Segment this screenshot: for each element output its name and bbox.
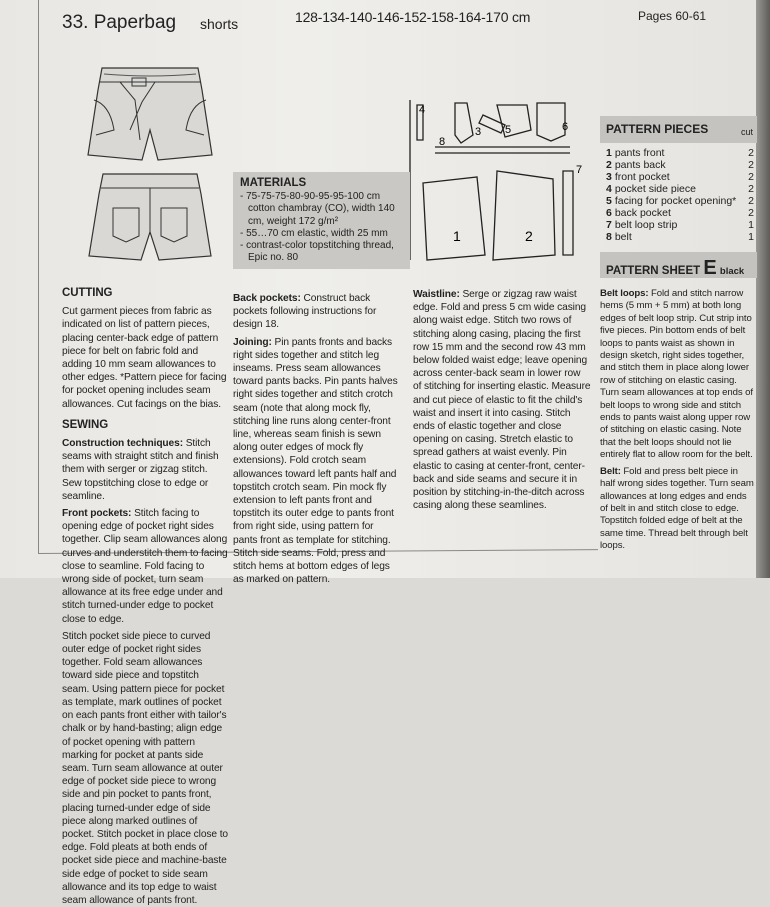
joining-paragraph: Joining: Pin pants fronts and backs right sides together and stitch leg inseams. Press seam allowances toward pants backs. Pin pants halves right sides together and stitch crotch seam (note that along mock fly, stitching line runs along center-front line, whereas seam finish is sewn along outer edges of mock fly extensions). Fold crotch seam allowances toward left pants half and topstitch crotch seam. Pin mock fly extension to left pants front and topstitch its outer edge to pants front from right side, using pattern for pants front as template for stitching. Stitch side seams. Fold, press and stitch hems at bottom edges of legs as marked on pattern. [233, 336, 398, 586]
front-pockets-paragraph: Front pockets: Stitch facing to opening edge of pocket right sides together. Clip seam allowances along curves and understitch them to facing close to seamline. Fold facing to wrong side of pocket, turn seam allowance at its free edge under and stitch turned-under edge to pocket close to edge. [62, 508, 228, 625]
pattern-sheet-bar [600, 252, 757, 278]
cutting-heading: CUTTING [62, 287, 113, 299]
front-view-sketch [80, 60, 220, 165]
belt-loops-paragraph: Belt loops: Fold and stitch narrow hems (5 mm + 5 mm) at both long edges of belt loop strip. Cut strip into five pieces. Pin bottom ends of belt loops to pants waist as shown in design sketch, right sides together, and stitch them in place along lower row of stitching on elastic casing. Turn seam allowances at top ends of belt loops to wrong side and stitch ends to pants waist along upper row of stitching on elastic casing. Note that the belt loops should not lie entirely flat to allow room for the belt. [600, 288, 753, 461]
piece-label-5: 5 [505, 124, 512, 136]
pattern-piece-item: 8 belt 1 [606, 231, 754, 243]
piece-label-7: 7 [576, 164, 583, 176]
column-3 [413, 288, 591, 557]
pattern-piece-item: 1 pants front 2 [606, 147, 754, 159]
pattern-piece-item: 5 facing for pocket opening* 2 [606, 195, 754, 207]
piece-label-2: 2 [525, 228, 533, 244]
pattern-pieces-header [600, 116, 757, 143]
back-pockets-paragraph: Back pockets: Construct back pockets following instructions for design 18. [233, 293, 377, 331]
pattern-pieces-heading: PATTERN PIECES [606, 122, 709, 136]
waistline-paragraph: Waistline: Serge or zigzag raw waist edge. Fold and press 5 cm wide casing along waist edge. Stitch two rows of stitching along casing, placing the first row 15 mm and the second row 43 mm below folded waist edge; leave opening across center-back seam in lower row of stitching for inserting elastic. Measure and cut piece of elastic to fit the child's waist and insert it into casing. Stitch ends of elastic together and close opening on casing. Stretch elastic to spread gathers at waist evenly. Pin elastic to casing at center-front, center-back and side seams and secure it in position by stitching-in-the-ditch across casing along these seamlines. [413, 289, 591, 512]
pattern-layout-diagram [405, 95, 590, 270]
column-4 [600, 288, 755, 557]
sewing-heading: SEWING [62, 418, 109, 431]
page-edge-shadow [756, 0, 770, 578]
front-pockets-continued: Stitch pocket side piece to curved outer edge of pocket right sides together. Fold seam allowances toward side piece and topstitch seam. Using pattern piece for pocket as template, mark outlines of pocket on each pants front either with tailor's chalk or by hand-basting; align edge of pocket opening with pattern marking for pocket at pants side seam. Turn seam allowance at outer edge of pocket side piece to wrong side and pin pocket to pants front, placing turned-under edge of side piece along marked outlines of pocket. Stitch pocket in place close to edge. Fold pleats at both ends of pocket side piece and machine-baste side edge of pocket to side seam allowance and its top edge to waist seam allowance of pants front. [62, 630, 228, 906]
pattern-sheet-color: black [719, 266, 745, 277]
piece-label-1: 1 [453, 228, 461, 244]
cut-label: cut [740, 127, 753, 137]
design-title: 33. Paperbag [62, 12, 177, 33]
pattern-piece-item: 2 pants back 2 [606, 159, 754, 171]
column-2 [233, 292, 399, 586]
material-item: - 75-75-75-80-90-95-95-100 cm cotton chambray (CO), width 140 cm, weight 172 g/m² [240, 191, 395, 227]
material-item: - contrast-color topstitching thread, Epic no. 80 [240, 240, 394, 264]
pattern-piece-item: 7 belt loop strip 1 [606, 219, 754, 231]
piece-label-6: 6 [562, 121, 569, 133]
materials-box [233, 172, 410, 269]
materials-heading: MATERIALS [240, 177, 307, 189]
column-1 [62, 287, 228, 906]
back-view-sketch [85, 168, 215, 266]
pattern-pieces-list [606, 147, 754, 243]
material-item: - 55…70 cm elastic, width 25 mm [240, 227, 388, 239]
frame-line [38, 0, 39, 553]
pattern-piece-item: 4 pocket side piece 2 [606, 183, 754, 195]
size-range: 128-134-140-146-152-158-164-170 cm [295, 9, 531, 25]
cutting-text: Cut garment pieces from fabric as indicated on list of pattern pieces, placing center-back edge of pattern piece for belt on fabric fold and adding 10 mm seam allowances to other edges. *Pattern piece for facing for pocket opening includes seam allowances. Cut facings on the bias. [62, 306, 227, 410]
piece-label-4: 4 [419, 104, 426, 116]
piece-label-8: 8 [439, 136, 446, 148]
piece-label-3: 3 [475, 126, 482, 138]
belt-paragraph: Belt: Fold and press belt piece in half wrong sides together. Turn seam allowances at long edges and ends of belt in and stitch close to edge. Topstitch folded edge of belt at the same time. Thread belt through belt loops. [600, 465, 754, 552]
page-reference: Pages 60-61 [638, 9, 707, 23]
pattern-sheet-label: PATTERN SHEET [606, 265, 701, 277]
pattern-piece-item: 6 back pocket 2 [606, 207, 754, 219]
construction-paragraph: Construction techniques: Stitch seams with straight stitch and finish them with serger or zigzag stitch. Sew topstitching close to edge or seamline. [62, 438, 219, 502]
pattern-sheet-letter: E [703, 257, 717, 279]
pattern-piece-item: 3 front pocket 2 [606, 171, 754, 183]
design-subtitle: shorts [200, 16, 239, 32]
